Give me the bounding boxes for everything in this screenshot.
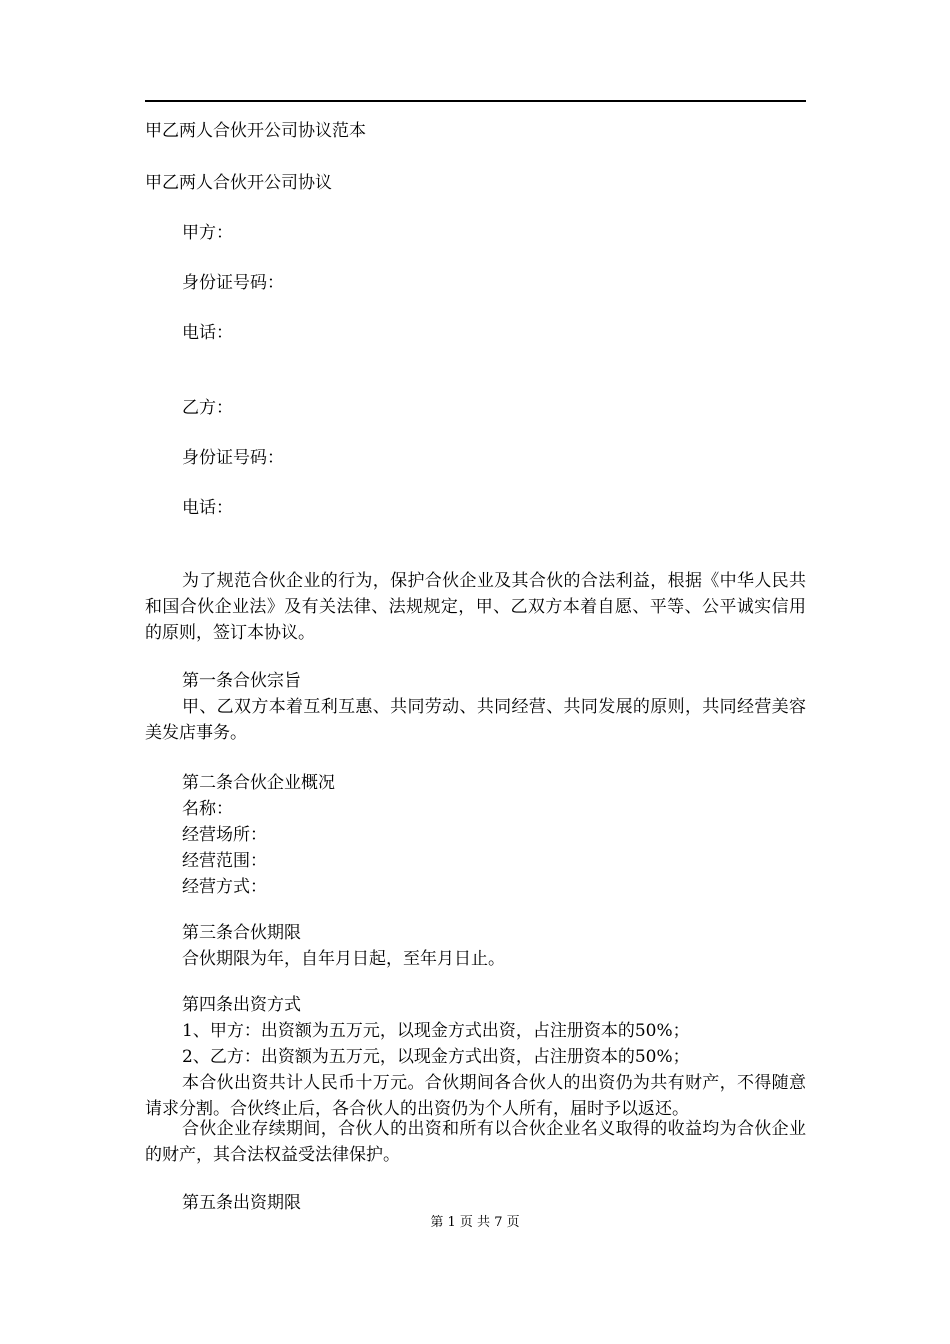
article-2-item-location: 经营场所：: [182, 825, 267, 845]
party-b-phone-label: 电话：: [182, 498, 233, 518]
document-title: 甲乙两人合伙开公司协议: [145, 173, 332, 193]
document-title-top: 甲乙两人合伙开公司协议范本: [145, 121, 366, 141]
article-3-body: 合伙期限为年，自年月日起，至年月日止。: [182, 949, 505, 969]
page-number-current: 1: [447, 1215, 456, 1230]
party-b-label: 乙方：: [182, 398, 233, 418]
page-number-total: 7: [494, 1215, 503, 1230]
preamble-paragraph: 为了规范合伙企业的行为，保护合伙企业及其合伙的合法利益，根据《中华人民共和国合伙企业法》及有关法律、法规规定，甲、乙双方本着自愿、平等、公平诚实信用的原则，签订本协议。: [145, 571, 806, 643]
page-footer: [0, 1214, 950, 1232]
article-4-item-1: 1、甲方：出资额为五万元，以现金方式出资，占注册资本的50%；: [182, 1021, 690, 1041]
article-2-item-name: 名称：: [182, 799, 233, 819]
party-a-phone-label: 电话：: [182, 323, 233, 343]
article-2-heading: 第二条合伙企业概况: [182, 773, 335, 793]
article-3-heading: 第三条合伙期限: [182, 923, 301, 943]
party-b-id-label: 身份证号码：: [182, 448, 284, 468]
article-4-heading: 第四条出资方式: [182, 995, 301, 1015]
article-4-paragraph-2: 合伙企业存续期间，合伙人的出资和所有以合伙企业名义取得的收益均为合伙企业的财产，其合法权益受法律保护。: [145, 1119, 806, 1165]
article-4-paragraph-1: 本合伙出资共计人民币十万元。合伙期间各合伙人的出资仍为共有财产，不得随意请求分割。合伙终止后，各合伙人的出资仍为个人所有，届时予以返还。: [145, 1073, 806, 1119]
page-number-middle: 页 共: [459, 1215, 491, 1230]
page-number-suffix: 页: [506, 1215, 520, 1230]
article-2-item-mode: 经营方式：: [182, 877, 267, 897]
party-a-label: 甲方：: [182, 223, 233, 243]
article-1-heading: 第一条合伙宗旨: [182, 671, 301, 691]
party-a-id-label: 身份证号码：: [182, 273, 284, 293]
page-number-prefix: 第: [430, 1215, 444, 1230]
article-2-item-scope: 经营范围：: [182, 851, 267, 871]
article-5-heading: 第五条出资期限: [182, 1193, 301, 1213]
article-1-body: 甲、乙双方本着互利互惠、共同劳动、共同经营、共同发展的原则，共同经营美容美发店事务。: [145, 697, 806, 743]
article-4-item-2: 2、乙方：出资额为五万元，以现金方式出资，占注册资本的50%；: [182, 1047, 690, 1067]
header-rule: [145, 100, 806, 102]
